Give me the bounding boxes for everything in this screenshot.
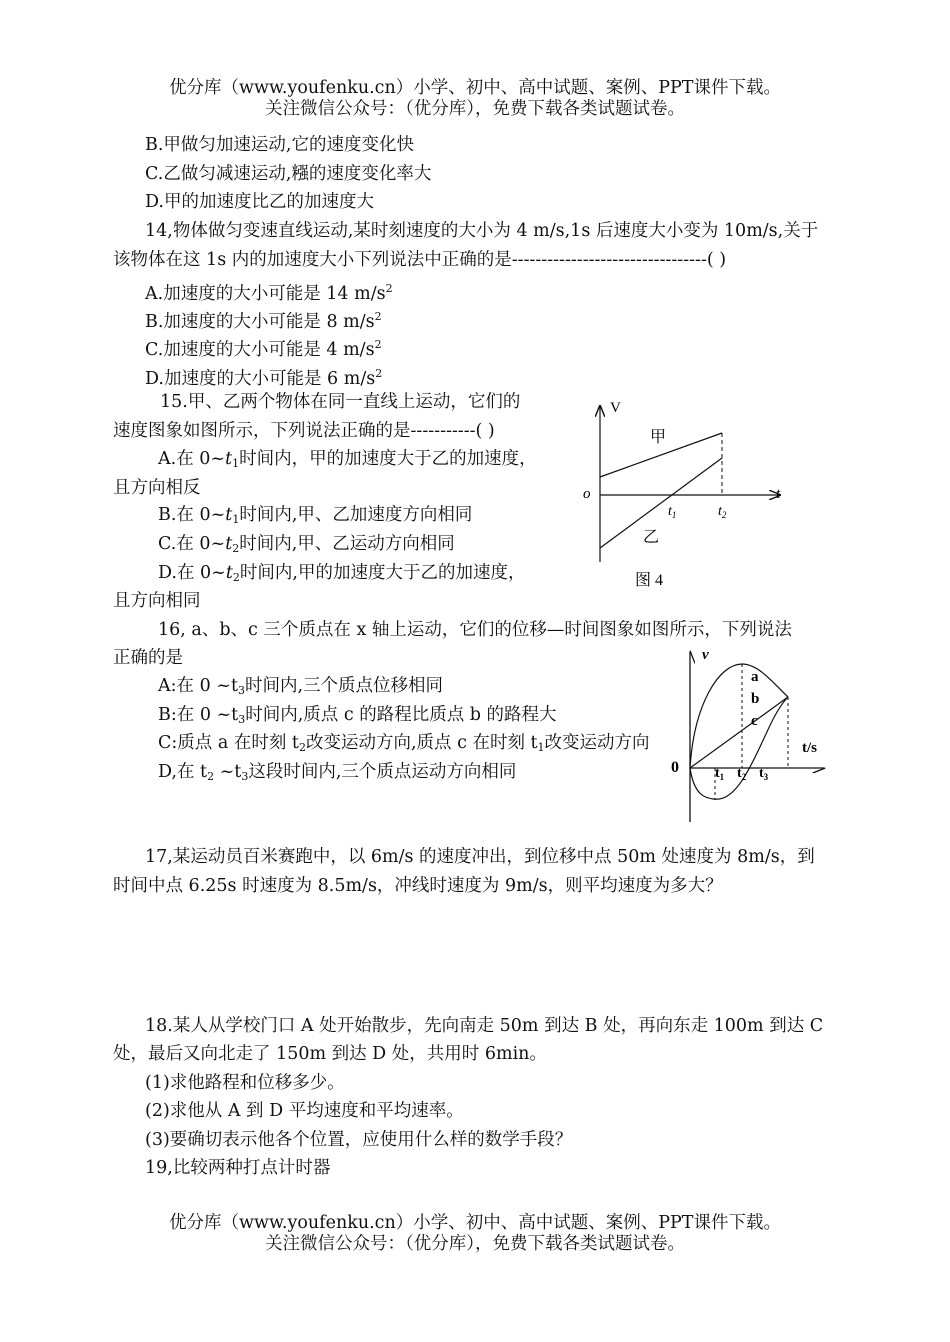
q14-option-d: D.加速度的大小可能是 6 $m/s^2$	[145, 367, 383, 389]
q18-stem-line-1: 18.某人从学校门口 A 处开始散步，先向南走 50m 到达 B 处，再向东走 100m 到达 C	[145, 1016, 824, 1036]
fig16-t-axis-label: t/s	[802, 740, 817, 756]
figure-16-position-graph	[664, 644, 834, 824]
fig4-line-yi	[600, 458, 722, 548]
figure-4-velocity-graph	[570, 392, 800, 597]
fig4-t-axis-label: t	[776, 486, 781, 502]
q16-option-b: B:在 0 $\sim t_3$时间内,质点 c 的路程比质点 b 的路程大	[158, 705, 557, 726]
header-line-1: 优分库（www.youfenku.cn）小学、初中、高中试题、案例、PPT课件下载。	[169, 78, 781, 98]
q14-option-c: C.加速度的大小可能是 4 $m/s^2$	[145, 338, 382, 360]
fig16-label-b: b	[751, 691, 760, 707]
q13-option-d: D.甲的加速度比乙的加速度大	[145, 192, 374, 212]
fig4-label-yi: 乙	[643, 529, 660, 546]
q15-option-c: C.在 $0\sim t_2$时间内,甲、乙运动方向相同	[158, 534, 455, 555]
fig16-label-c: c	[751, 713, 758, 729]
q13-option-c: C.乙做匀减速运动,糨的速度变化率大	[145, 164, 432, 184]
fig16-origin: 0	[671, 759, 679, 776]
fig16-v-label: v	[702, 647, 709, 663]
header-line-2: 关注微信公众号：（优分库），免费下载各类试题试卷。	[265, 99, 685, 119]
fig4-origin: o	[583, 486, 591, 502]
q14-option-a: A.加速度的大小可能是 14 $m/s^2$	[145, 282, 393, 304]
q15-option-a-cont: 且方向相反	[113, 478, 201, 498]
q14-stem-line-2: 该物体在这 1s 内的加速度大小下列说法中正确的是---------------------------------( )	[113, 250, 727, 270]
fig4-caption: 图 4	[635, 572, 664, 589]
q18-part-3: (3)要确切表示他各个位置，应使用什么样的数学手段？	[145, 1130, 573, 1150]
footer-line-2: 关注微信公众号：（优分库），免费下载各类试题试卷。	[265, 1234, 685, 1254]
q18-part-1: (1)求他路程和位移多少。	[145, 1073, 345, 1093]
q17-stem-line-2: 时间中点 6.25s 时速度为 8.5m/s，冲线时速度为 9m/s，则平均速度为多大？	[113, 876, 723, 896]
q16-option-c: C:质点 a 在时刻 $t_2$改变运动方向,质点 c 在时刻 $t_1$改变运动方向	[158, 733, 650, 754]
fig4-t2-label: $t_2$	[718, 504, 727, 520]
fig4-v-label: V	[610, 400, 621, 416]
q15-option-d-cont: 且方向相同	[113, 591, 201, 611]
q17-stem-line-1: 17,某运动员百米赛跑中，以 6m/s 的速度冲出，到位移中点 50m 处速度为 8m/s，到	[145, 847, 815, 867]
q15-option-d: D.在 $0\sim t_2$时间内,甲的加速度大于乙的加速度，	[158, 563, 526, 584]
q15-stem-line-2: 速度图象如图所示，下列说法正确的是-----------( )	[113, 421, 495, 441]
q18-part-2: (2)求他从 A 到 D 平均速度和平均速率。	[145, 1101, 464, 1121]
footer-line-1: 优分库（www.youfenku.cn）小学、初中、高中试题、案例、PPT课件下载。	[169, 1213, 781, 1233]
fig16-curve-c	[690, 697, 788, 799]
q14-stem-line-1: 14,物体做匀变速直线运动,某时刻速度的大小为 4 m/s,1s 后速度大小变为 10m/s,关于	[145, 221, 819, 241]
q16-option-a: A:在 0 $\sim t_3$时间内,三个质点位移相同	[158, 676, 444, 697]
q13-option-b: B.甲做匀加速运动,它的速度变化快	[145, 135, 414, 155]
fig16-t2-label: $t_2$	[737, 766, 747, 782]
fig16-line-b	[690, 697, 788, 768]
q15-option-a: A.在 $0\sim t_1$时间内，甲的加速度大于乙的加速度，	[158, 449, 537, 470]
fig16-t3-label: $t_3$	[759, 766, 769, 782]
q16-stem-line-1: 16, a、b、c 三个质点在 x 轴上运动，它们的位移—时间图象如图所示，下列说法	[158, 620, 792, 640]
q15-option-b: B.在 $0\sim t_1$时间内,甲、乙加速度方向相同	[158, 505, 473, 526]
fig4-label-jia: 甲	[650, 429, 667, 446]
q16-stem-line-2: 正确的是	[113, 648, 183, 668]
q14-option-b: B.加速度的大小可能是 8 $m/s^2$	[145, 310, 382, 332]
q15-stem-line-1: 15.甲、乙两个物体在同一直线上运动，它们的	[160, 392, 521, 412]
q18-stem-line-2: 处，最后又向北走了 150m 到达 D 处，共用时 6min。	[113, 1044, 547, 1064]
q19-stem: 19,比较两种打点计时器	[145, 1158, 331, 1178]
fig16-curve-a	[690, 664, 788, 768]
fig4-t1-label: $t_1$	[668, 504, 677, 520]
q16-option-d: D,在 $t_2$ $\sim t_3$这段时间内,三个质点运动方向相同	[158, 762, 517, 783]
fig16-label-a: a	[751, 669, 759, 685]
fig16-t1-label: $t_1$	[715, 766, 725, 782]
